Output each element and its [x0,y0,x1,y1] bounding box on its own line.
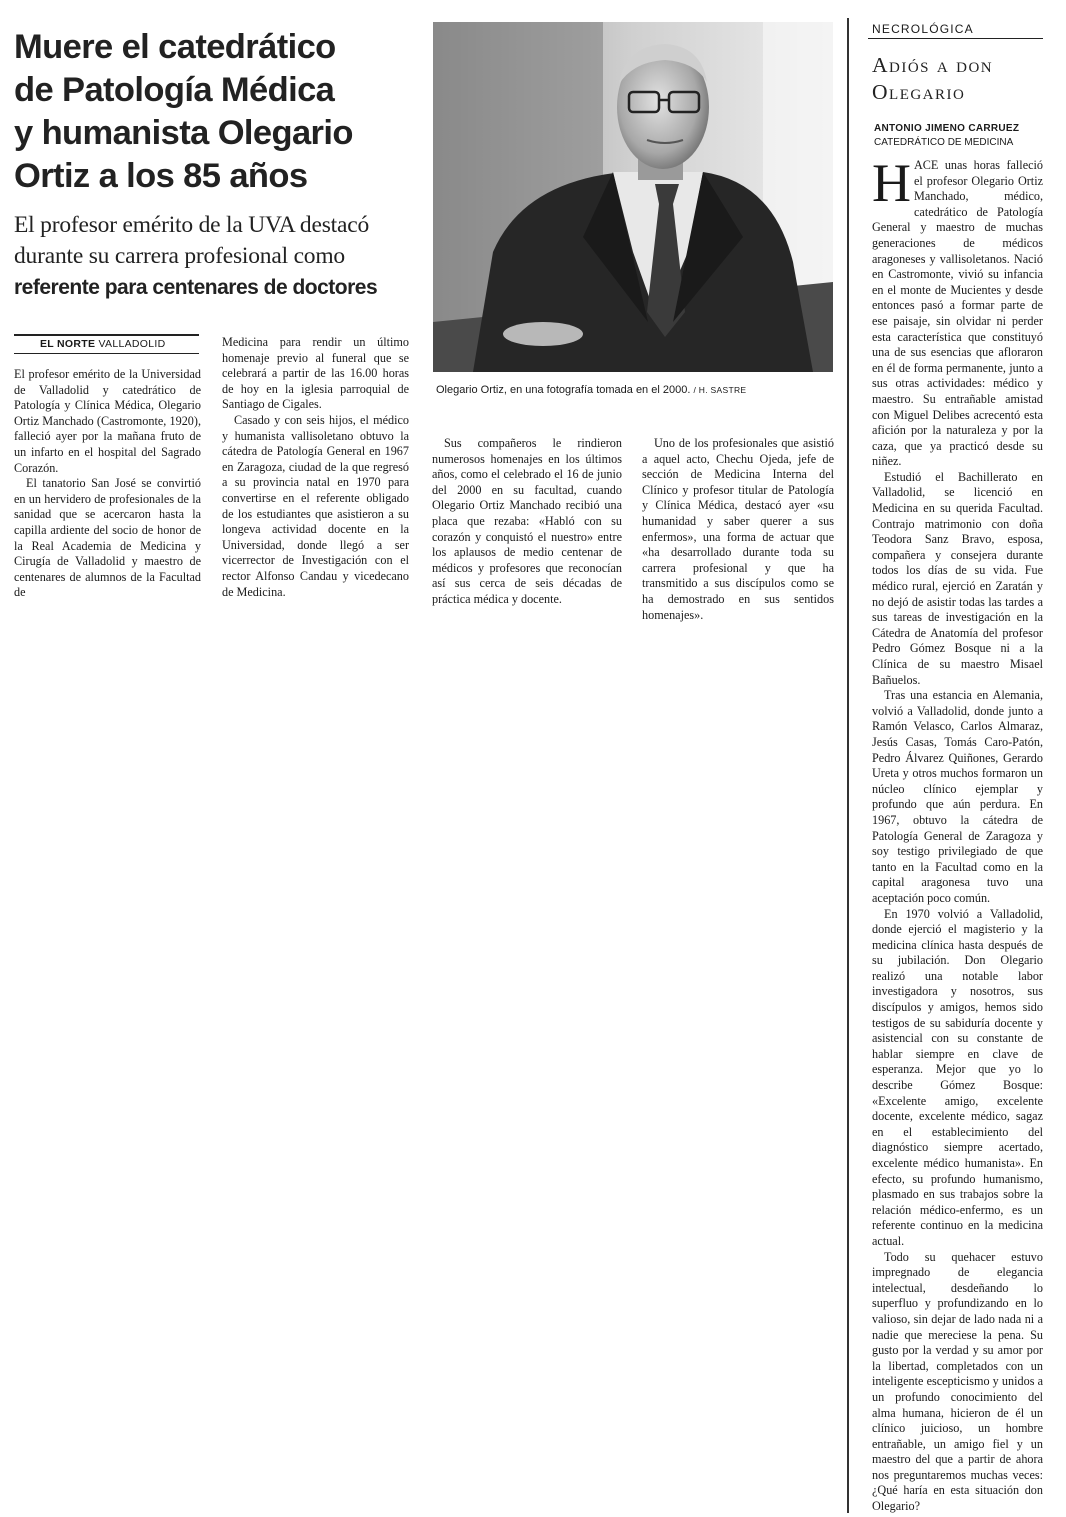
byline-rule-bottom [14,353,199,354]
paragraph: Sus compañeros le rindieron numerosos homenajes en los últimos años, como el celebrado el 16 de junio del 2000 en su facultad, cuando Olegario Ortiz Manchado recibió una placa que rezaba: «Habló con su corazón y conquistó el nuestro» entre los aplausos de medio centenar de médicos y profesores que reconocían así sus cerca de seis décadas de práctica médica y docente. [432,436,622,606]
headline-line: Ortiz a los 85 años [14,157,308,195]
paragraph: Casado y con seis hijos, el médico y humanista vallisoletano obtuvo la cátedra de Patología General en 1967 en Zaragoza, ciudad de la que regresó a su provincia natal en 1970 para convertirse en el referente obligado de los estudiantes que asistieron a su longeva actividad docente en la Universidad, donde llegó a ser vicerrector de Investigación con el rector Alfonso Candau y vicedecano de Medicina. [222,412,409,599]
byline-rule [14,334,199,336]
headline-line: de Patología Médica [14,71,335,109]
byline-city: VALLADOLID [98,338,166,350]
headline-line: Muere el catedrático [14,28,336,66]
paragraph: Medicina para rendir un último homenaje previo al funeral que se celebrará a partir de las 16.00 horas de hoy en la iglesia parroquial de Santiago de Cigales. [222,335,409,412]
caption-text: Olegario Ortiz, en una fotografía tomada en el 2000. [436,384,691,396]
author-name: ANTONIO JIMENO CARRUEZ [874,123,1020,134]
article-column-4 [642,436,834,623]
paragraph: Todo su quehacer estuvo impregnado de elegancia intelectual, desdeñando lo superfluo y profundizando en lo valioso, sin dejar de lado nada ni a nadie que mereciese la pena. Su gusto por la verdad y su amor por la libertad, completados con un inteligente escepticismo y unidos a un profundo conocimiento del alma humana, hicieron de él un clínico juicioso, un hombre entrañable, un amigo fiel y un maestro del que a partir de ahora nos preguntaremos muchas veces: ¿Qué haría en esta situación don Olegario? [872,1249,1043,1514]
subhead-line: El profesor emérito de la UVA destacó [14,212,370,238]
paragraph: Estudió el Bachillerato en Valladolid, se licenció en Medicina en su querida Facultad. Contrajo matrimonio con doña Teodora Sanz Bravo, esposa, compañera y consejera durante todos los días de su vida. Fue médico rural, ejerció en Zaratán y no dejó de asistir todas las tardes a sus tareas de investigación en la Cátedra de Anatomía del profesor Pedro Gómez Bosque ni a la Clínica de su maestro Misael Bañuelos. [872,469,1043,687]
article-column-2 [222,335,409,600]
byline-outlet: EL NORTE [40,338,96,350]
paragraph: Tras una estancia en Alemania, volvió a Valladolid, donde junto a Ramón Velasco, Carlos Almaraz, Jesús Casas, Tomás Caro-Patón, Pedro Álvarez Quiñones, Gerardo Ureta y otros muchos formaron un núcleo clínico ejemplar y profundo que aún perdura. En 1967, obtuvo la cátedra de Patología General de Zaragoza y soy testigo privilegiado de que tanto en la Facultad como en la capital aragonesa tuvo una aceptación poco común. [872,688,1043,905]
author-role: CATEDRÁTICO DE MEDICINA [874,137,1014,148]
opinion-title-line: Adiós a don [872,53,994,77]
section-rule [868,38,1043,39]
drop-cap: H [872,153,911,213]
article-column-1 [14,367,201,601]
subhead-line-emphasis: referente para centenares de doctores [14,276,378,299]
article-column-3 [432,436,622,608]
paragraph: El profesor emérito de la Universidad de Valladolid y catedrático de Patología y Clínica Médica, Olegario Ortiz Manchado (Castromonte, 1920), falleció ayer por la mañana fruto de un infarto en el hospital del Sagrado Corazón. [14,367,201,475]
photo-caption [436,384,746,396]
paragraph: El tanatorio San José se convirtió en un hervidero de profesionales de la sanidad que se acercaron hasta la capilla ardiente del socio de honor de la Real Academia de Medicina y Cirugía de Valladolid y maestro de centenares de alumnos de la Facultad de [14,476,201,600]
subheadline [14,210,424,303]
opinion-title-line: Olegario [872,80,966,104]
opinion-title [872,52,1052,106]
portrait-illustration [433,22,833,372]
column-divider [847,18,849,1513]
subhead-line: durante su carrera profesional como [14,243,345,269]
headline [14,26,424,198]
paragraph: Uno de los profesionales que asistió a aquel acto, Chechu Ojeda, jefe de sección de Medicina Interna del Clínico y profesor titular de Patología y Clínica Médica, destacó ayer «su humanidad y saber querer a sus enfermos», una forma de actuar que «ha desarrollado durante toda su carrera profesional y que ha transmitido a sus discípulos como se ha demostrado en sus sentidos homenajes». [642,436,834,622]
paragraph-first [872,153,1043,470]
opinion-body [872,153,1043,1515]
byline [40,338,166,350]
paragraph: En 1970 volvió a Valladolid, donde ejerció el magisterio y la medicina clínica hasta después de su jubilación. Don Olegario realizó una notable labor investigadora y nosotros, sus discípulos y amigos, hemos sido testigos de su sabiduría docente y asistencial con su constante de hablar siempre en clave de esperanza. Mejor que yo lo describe Gómez Bosque: «Excelente amigo, excelente docente, excelente médico, sagaz en el establecimiento del diagnóstico siempre acertado, excelente médico humanista». En efecto, su profundo humanismo, plasmado en sus trabajos sobre la relación médico-enfermo, es un referente continuo en la medicina actual. [872,906,1043,1248]
photo-credit: / H. SASTRE [693,385,747,395]
headline-line: y humanista Olegario [14,114,353,152]
author-block [874,122,1019,150]
portrait-photo [433,22,833,372]
paragraph-first-text: ACE unas horas falleció el profesor Olegario Ortiz Manchado, médico, catedrático de Patología General y maestro de muchas generaciones de médicos aragoneses y vallisoletanos. Nació en Castromonte, vivió su infancia en el monte de Mucientes y desde entonces pasó a formar parte de ese paisaje, sin olvidar ni perder esta característica que constituyó una de sus esencias que afloraron en él de forma permanente, junto a sus otras actividades: médico y maestro. Su entrañable amistad con Miguel Delibes acrecentó esta afición por la naturaleza y por la caza, que ya practicó desde su niñez. [872,158,1043,469]
section-label: NECROLÓGICA [872,22,974,36]
